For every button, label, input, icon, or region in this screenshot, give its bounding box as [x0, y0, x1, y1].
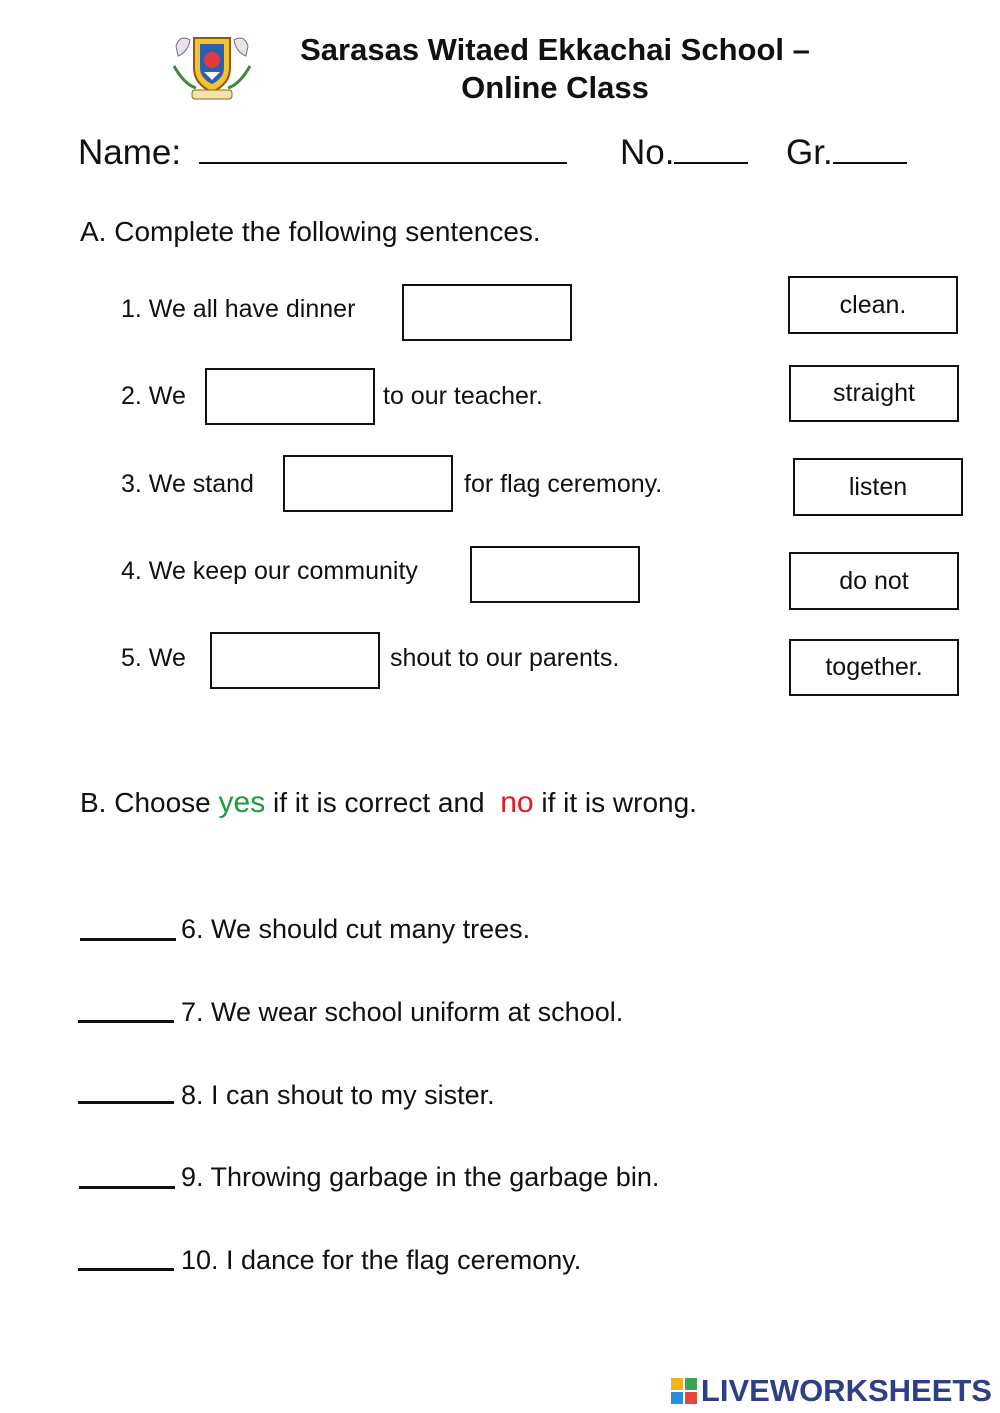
question-7-text: 7. We wear school uniform at school.: [181, 997, 624, 1027]
school-title-line2: Online Class: [461, 70, 649, 105]
question-2-text-after: to our teacher.: [383, 382, 543, 410]
question-3-text-after: for flag ceremony.: [464, 470, 663, 498]
question-5-text: 5. We: [121, 644, 186, 672]
grade-blank[interactable]: [833, 132, 907, 164]
answer-blank-10[interactable]: [78, 1268, 174, 1271]
section-b-middle: if it is correct and: [273, 787, 485, 818]
question-4-text: 4. We keep our community: [121, 557, 418, 585]
answer-blank-8[interactable]: [78, 1101, 174, 1104]
section-b-suffix: if it is wrong.: [541, 787, 697, 818]
number-field-row: [620, 132, 748, 174]
word-bank-do-not[interactable]: do not: [789, 552, 959, 610]
section-a-instruction: A. Complete the following sentences.: [80, 216, 541, 247]
word-bank-clean[interactable]: clean.: [788, 276, 958, 334]
grade-field-row: [786, 132, 907, 174]
name-blank[interactable]: [199, 132, 567, 164]
name-label: Name:: [78, 133, 182, 172]
answer-box-2[interactable]: [205, 368, 375, 425]
number-blank[interactable]: [674, 132, 748, 164]
school-title-line1: Sarasas Witaed Ekkachai School –: [300, 32, 810, 67]
word-bank-straight[interactable]: straight: [789, 365, 959, 422]
question-8-text: 8. I can shout to my sister.: [181, 1080, 495, 1110]
question-9-text: 9. Throwing garbage in the garbage bin.: [181, 1162, 660, 1192]
question-10-text: 10. I dance for the flag ceremony.: [181, 1245, 582, 1275]
name-field-row: [78, 132, 567, 174]
question-1-text: 1. We all have dinner: [121, 295, 356, 323]
section-b-prefix: B. Choose: [80, 787, 211, 818]
answer-blank-7[interactable]: [78, 1020, 174, 1023]
question-2-text: 2. We: [121, 382, 186, 410]
number-label: No.: [620, 133, 675, 172]
question-5-text-after: shout to our parents.: [390, 644, 620, 672]
answer-box-5[interactable]: [210, 632, 380, 689]
answer-blank-6[interactable]: [80, 938, 176, 941]
liveworksheets-logo-icon: [671, 1378, 697, 1404]
word-bank-together[interactable]: together.: [789, 639, 959, 696]
question-3-text: 3. We stand: [121, 470, 254, 498]
answer-blank-9[interactable]: [79, 1186, 175, 1189]
school-crest-logo: [170, 26, 254, 104]
no-word: no: [500, 786, 534, 819]
word-bank-listen[interactable]: listen: [793, 458, 963, 516]
question-6-text: 6. We should cut many trees.: [181, 914, 531, 944]
answer-box-1[interactable]: [402, 284, 572, 341]
answer-box-4[interactable]: [470, 546, 640, 603]
answer-box-3[interactable]: [283, 455, 453, 512]
section-b-instruction: [80, 786, 697, 820]
grade-label: Gr.: [786, 133, 833, 172]
yes-word: yes: [218, 786, 266, 819]
liveworksheets-wordmark: LIVEWORKSHEETS: [700, 1373, 992, 1408]
liveworksheets-brand: [671, 1373, 992, 1409]
